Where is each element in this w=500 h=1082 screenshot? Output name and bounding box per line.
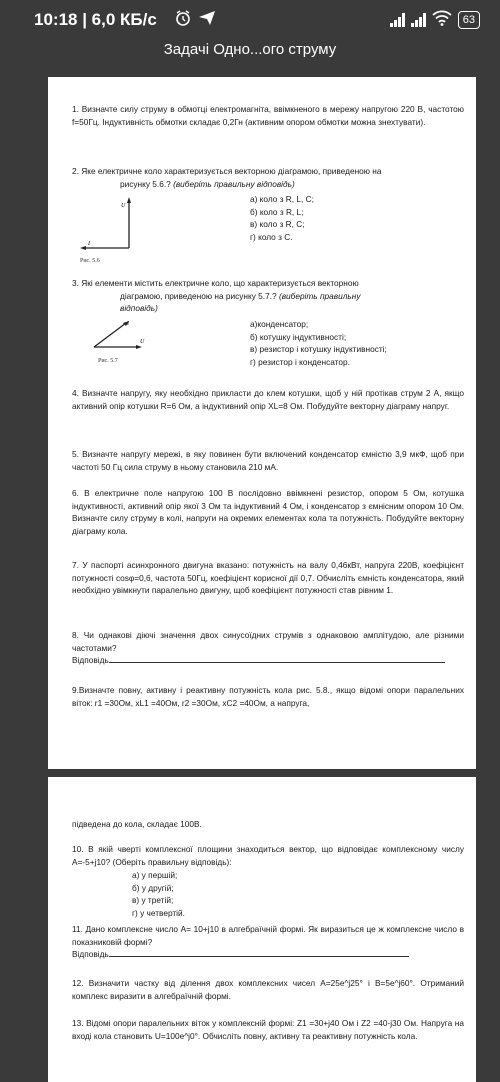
- question-11-answer-row: [72, 948, 464, 961]
- figure-5-6: [76, 193, 156, 263]
- question-10-options: [132, 869, 185, 919]
- option-d: г) коло з C.: [250, 231, 293, 242]
- signal-icon: [411, 13, 426, 27]
- question-3-line-2: [72, 290, 464, 303]
- answer-label: Відповідь: [72, 949, 109, 960]
- option-a: а) у першій;: [132, 870, 178, 880]
- figure-5-6-label-i: I: [88, 241, 90, 247]
- question-2-line-1: 2. Яке електричне коло характеризується векторною діаграмою, приведеною на: [72, 166, 382, 176]
- option-a: а)конденсатор;: [250, 319, 309, 329]
- answer-line: [109, 956, 409, 957]
- answer-label: Відповідь: [72, 655, 109, 666]
- question-2-line-2: [72, 178, 464, 191]
- figure-5-7-label-u: U: [140, 339, 145, 345]
- option-d: г) у четвертій.: [132, 907, 185, 918]
- question-3-options: [250, 318, 387, 368]
- document-title[interactable]: Задачі Одно...ого струму: [163, 41, 337, 58]
- question-3-hint-cont: відповідь): [120, 303, 158, 314]
- question-8-text: 8. Чи однакові діючі значення двох синусоїдних струмів з однаковою амплітудою, але різними частотами?: [72, 630, 464, 653]
- option-c: в) коло з R, C;: [250, 219, 305, 230]
- option-d: г) резистор і конденсатор.: [250, 356, 350, 367]
- question-1: 1. Визначте силу струму в обмотці електромагніта, ввімкненого в мережу напругою 220 В, частотою f=50Гц. Індуктивність обмотки складає 0,2Гн (активним опором обмотки можна знехтувати).: [72, 104, 464, 127]
- document-page-1: [48, 77, 476, 769]
- alarm-icon: [174, 9, 192, 32]
- question-9: 9.Визначте повну, активну і реактивну потужність кола рис. 5.8., якщо відомі опори паралельних віток: r1 =30Ом, xL1 =40Ом, r2 =30Ом, xC2 =40Ом, а напруга,: [72, 685, 464, 708]
- question-3: [72, 277, 464, 315]
- question-3-ref: діаграмою, приведеною на рисунку 5.7.?: [120, 290, 277, 301]
- send-icon: [198, 10, 216, 31]
- option-c: в) у третій;: [132, 895, 174, 906]
- question-10: 10. В якій чверті комплексної площини знаходиться вектор, що відповідає комплексному числу A=-5+j10? (Оберіть правильну відповідь):: [72, 844, 464, 867]
- question-2-options: [250, 193, 314, 243]
- figure-5-7: [82, 317, 162, 367]
- option-b: б) у другій;: [132, 882, 174, 893]
- status-bar: [0, 0, 500, 38]
- option-b: б) коло з R, L;: [250, 206, 304, 217]
- document-page-2: [48, 777, 476, 1082]
- question-11: [72, 923, 464, 961]
- option-a: а) коло з R, L, C;: [250, 194, 314, 204]
- figure-5-6-caption: Рис. 5.6: [80, 258, 100, 264]
- option-b: б) котушку індуктивності;: [250, 331, 347, 342]
- signal-icon: [390, 13, 405, 27]
- question-5: 5. Визначте напругу мережі, в яку повинен бути включений конденсатор ємністю 3,9 мкФ, щоб при частоті 50 Гц сила струму в ньому становила 210 мА.: [72, 449, 464, 472]
- question-7: 7. У паспорті асинхронного двигуна вказано: потужність на валу 0,46кВт, напруга 220В, коефіцієнт потужності cosφ=0,6, частота 50Гц, коефіцієнт корисної дії 0,7. Обчисліть ємність конденсатора, який необхідно увімкнути паралельно двигуну, щоб коефіцієнт потужності став рівним 1.: [72, 560, 464, 596]
- battery-level: 63: [462, 14, 475, 26]
- question-8-answer-row: [72, 654, 464, 667]
- question-12: 12. Визначити частку від ділення двох комплексних чисел A=25e^j25° і B=5e^j60°. Отриманий комплекс виразити в алгебраїчній формі.: [72, 978, 464, 1001]
- question-9-continued: підведена до кола, складає 100В.: [72, 819, 202, 829]
- question-2: [72, 165, 464, 190]
- battery-icon: [458, 11, 480, 29]
- question-8: [72, 629, 464, 667]
- answer-line: [109, 662, 445, 663]
- question-2-ref: рисунку 5.6.?: [120, 178, 171, 189]
- question-13: 13. Відомі опори паралельних віток у комплексній формі: Z1 =30+j40 Ом і Z2 =40-j30 Ом. Напруга на вході кола становить U=100e^j0°. Обчисліть повну, активну та реактивну потужність кола.: [72, 1018, 464, 1041]
- wifi-icon: [432, 10, 452, 31]
- figure-5-6-label-u: U: [121, 203, 126, 209]
- question-3-line-1: 3. Які елементи містить електричне коло, що характеризується векторною: [72, 278, 359, 288]
- question-2-hint: (виберіть правильну відповідь): [173, 178, 295, 189]
- question-6: 6. В електричне поле напругою 100 В послідовно ввімкнені резистор, опором 5 Ом, котушка індуктивності, активний опір якої 3 Ом та індуктивний 4 Ом, і конденсатор з ємнісним опором 10 Ом. Визначте силу струму в колі, напруги на окремих елементах кола та потужність. Побудуйте векторну діаграму кола.: [72, 488, 464, 536]
- option-c: в) резистор і котушку індуктивності;: [250, 344, 387, 355]
- figure-5-7-caption: Рис. 5.7: [98, 358, 118, 364]
- figure-5-7-label-i: I: [127, 321, 129, 327]
- question-11-text: 11. Дано комплексне число A= 10+j10 в алгебраїчній формі. Як виразиться це ж комплексне число в показниковій формі?: [72, 924, 464, 947]
- status-time: 10:18 | 6,0 КБ/с: [34, 10, 157, 29]
- question-3-hint: (виберіть правильну: [278, 290, 361, 301]
- question-4: 4. Визначте напругу, яку необхідно прикласти до клем котушки, щоб у ній протікав струм 2 А, якщо активний опір котушки R=6 Ом, а індуктивний опір XL=8 Ом. Побудуйте векторну діаграму напруг.: [72, 388, 464, 411]
